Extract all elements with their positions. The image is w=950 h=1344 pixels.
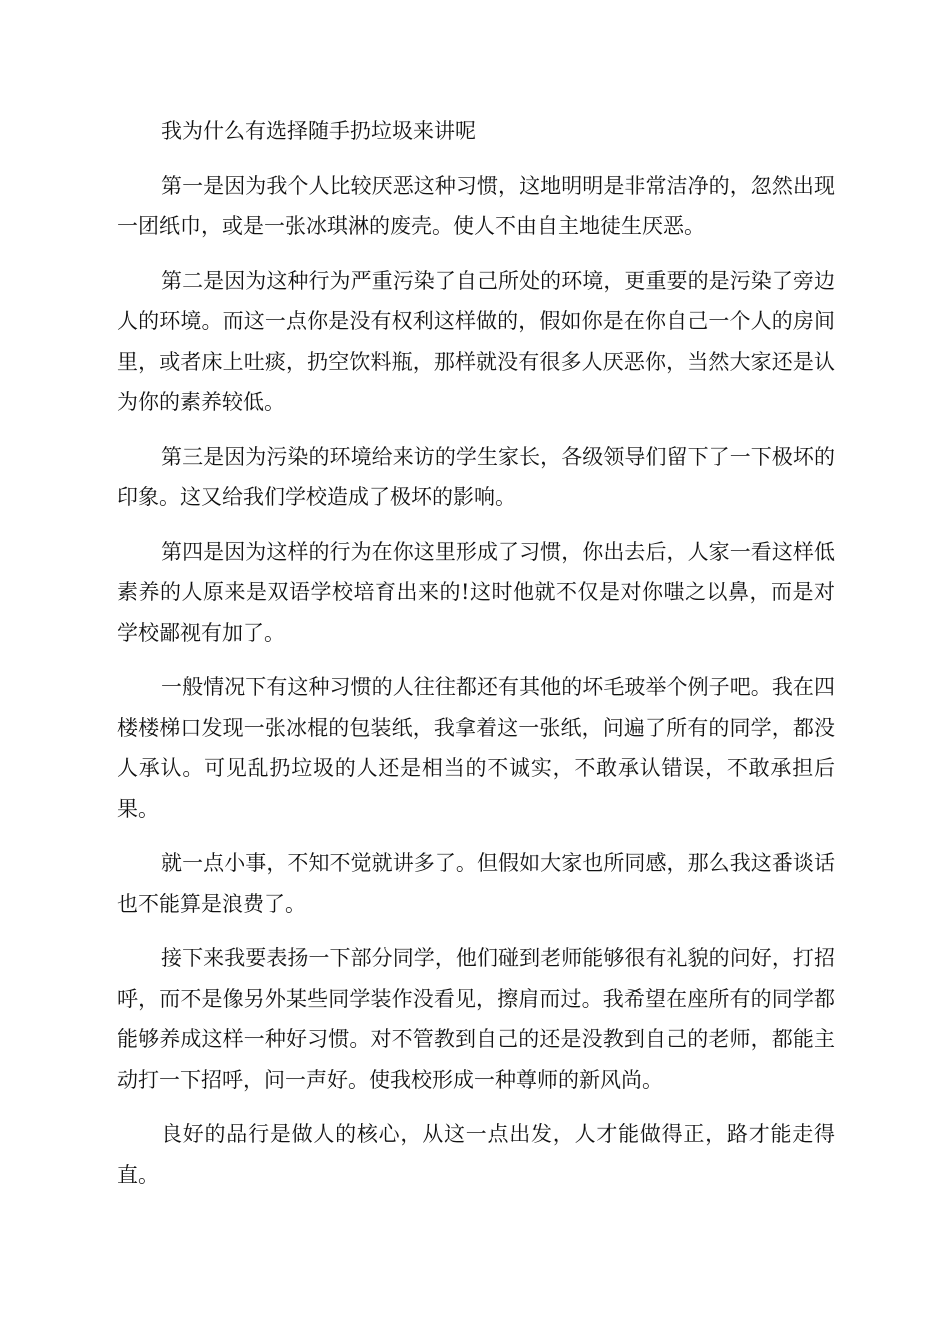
paragraph-2: 第一是因为我个人比较厌恶这种习惯，这地明明是非常洁净的，忽然出现一团纸巾，或是一张冰琪淋的废壳。使人不由自主地徒生厌恶。 xyxy=(117,173,835,238)
paragraph-7: 就一点小事，不知不觉就讲多了。但假如大家也所同感，那么我这番谈话也不能算是浪费了。 xyxy=(117,851,835,916)
document-body xyxy=(117,111,835,1209)
paragraph-3: 第二是因为这种行为严重污染了自己所处的环境，更重要的是污染了旁边人的环境。而这一点你是没有权利这样做的，假如你是在你自己一个人的房间里，或者床上吐痰，扔空饮料瓶，那样就没有很多人厌恶你，当然大家还是认为你的素养较低。 xyxy=(117,268,835,414)
paragraph-5: 第四是因为这样的行为在你这里形成了习惯，你出去后，人家一看这样低素养的人原来是双语学校培育出来的!这时他就不仅是对你嗤之以鼻，而是对学校鄙视有加了。 xyxy=(117,539,835,645)
paragraph-4: 第三是因为污染的环境给来访的学生家长，各级领导们留下了一下极坏的印象。这又给我们学校造成了极坏的影响。 xyxy=(117,444,835,509)
paragraph-1: 我为什么有选择随手扔垃圾来讲呢 xyxy=(161,119,476,143)
paragraph-8: 接下来我要表扬一下部分同学，他们碰到老师能够很有礼貌的问好，打招呼，而不是像另外某些同学装作没看见，擦肩而过。我希望在座所有的同学都能够养成这样一种好习惯。对不管教到自己的还是没教到自己的老师，都能主动打一下招呼，问一声好。使我校形成一种尊师的新风尚。 xyxy=(117,946,835,1092)
paragraph-6: 一般情况下有这种习惯的人往往都还有其他的坏毛玻举个例子吧。我在四楼楼梯口发现一张冰棍的包装纸，我拿着这一张纸，问遍了所有的同学，都没人承认。可见乱扔垃圾的人还是相当的不诚实，不敢承认错误，不敢承担后果。 xyxy=(117,675,835,821)
paragraph-9: 良好的品行是做人的核心，从这一点出发，人才能做得正，路才能走得直。 xyxy=(117,1122,835,1187)
